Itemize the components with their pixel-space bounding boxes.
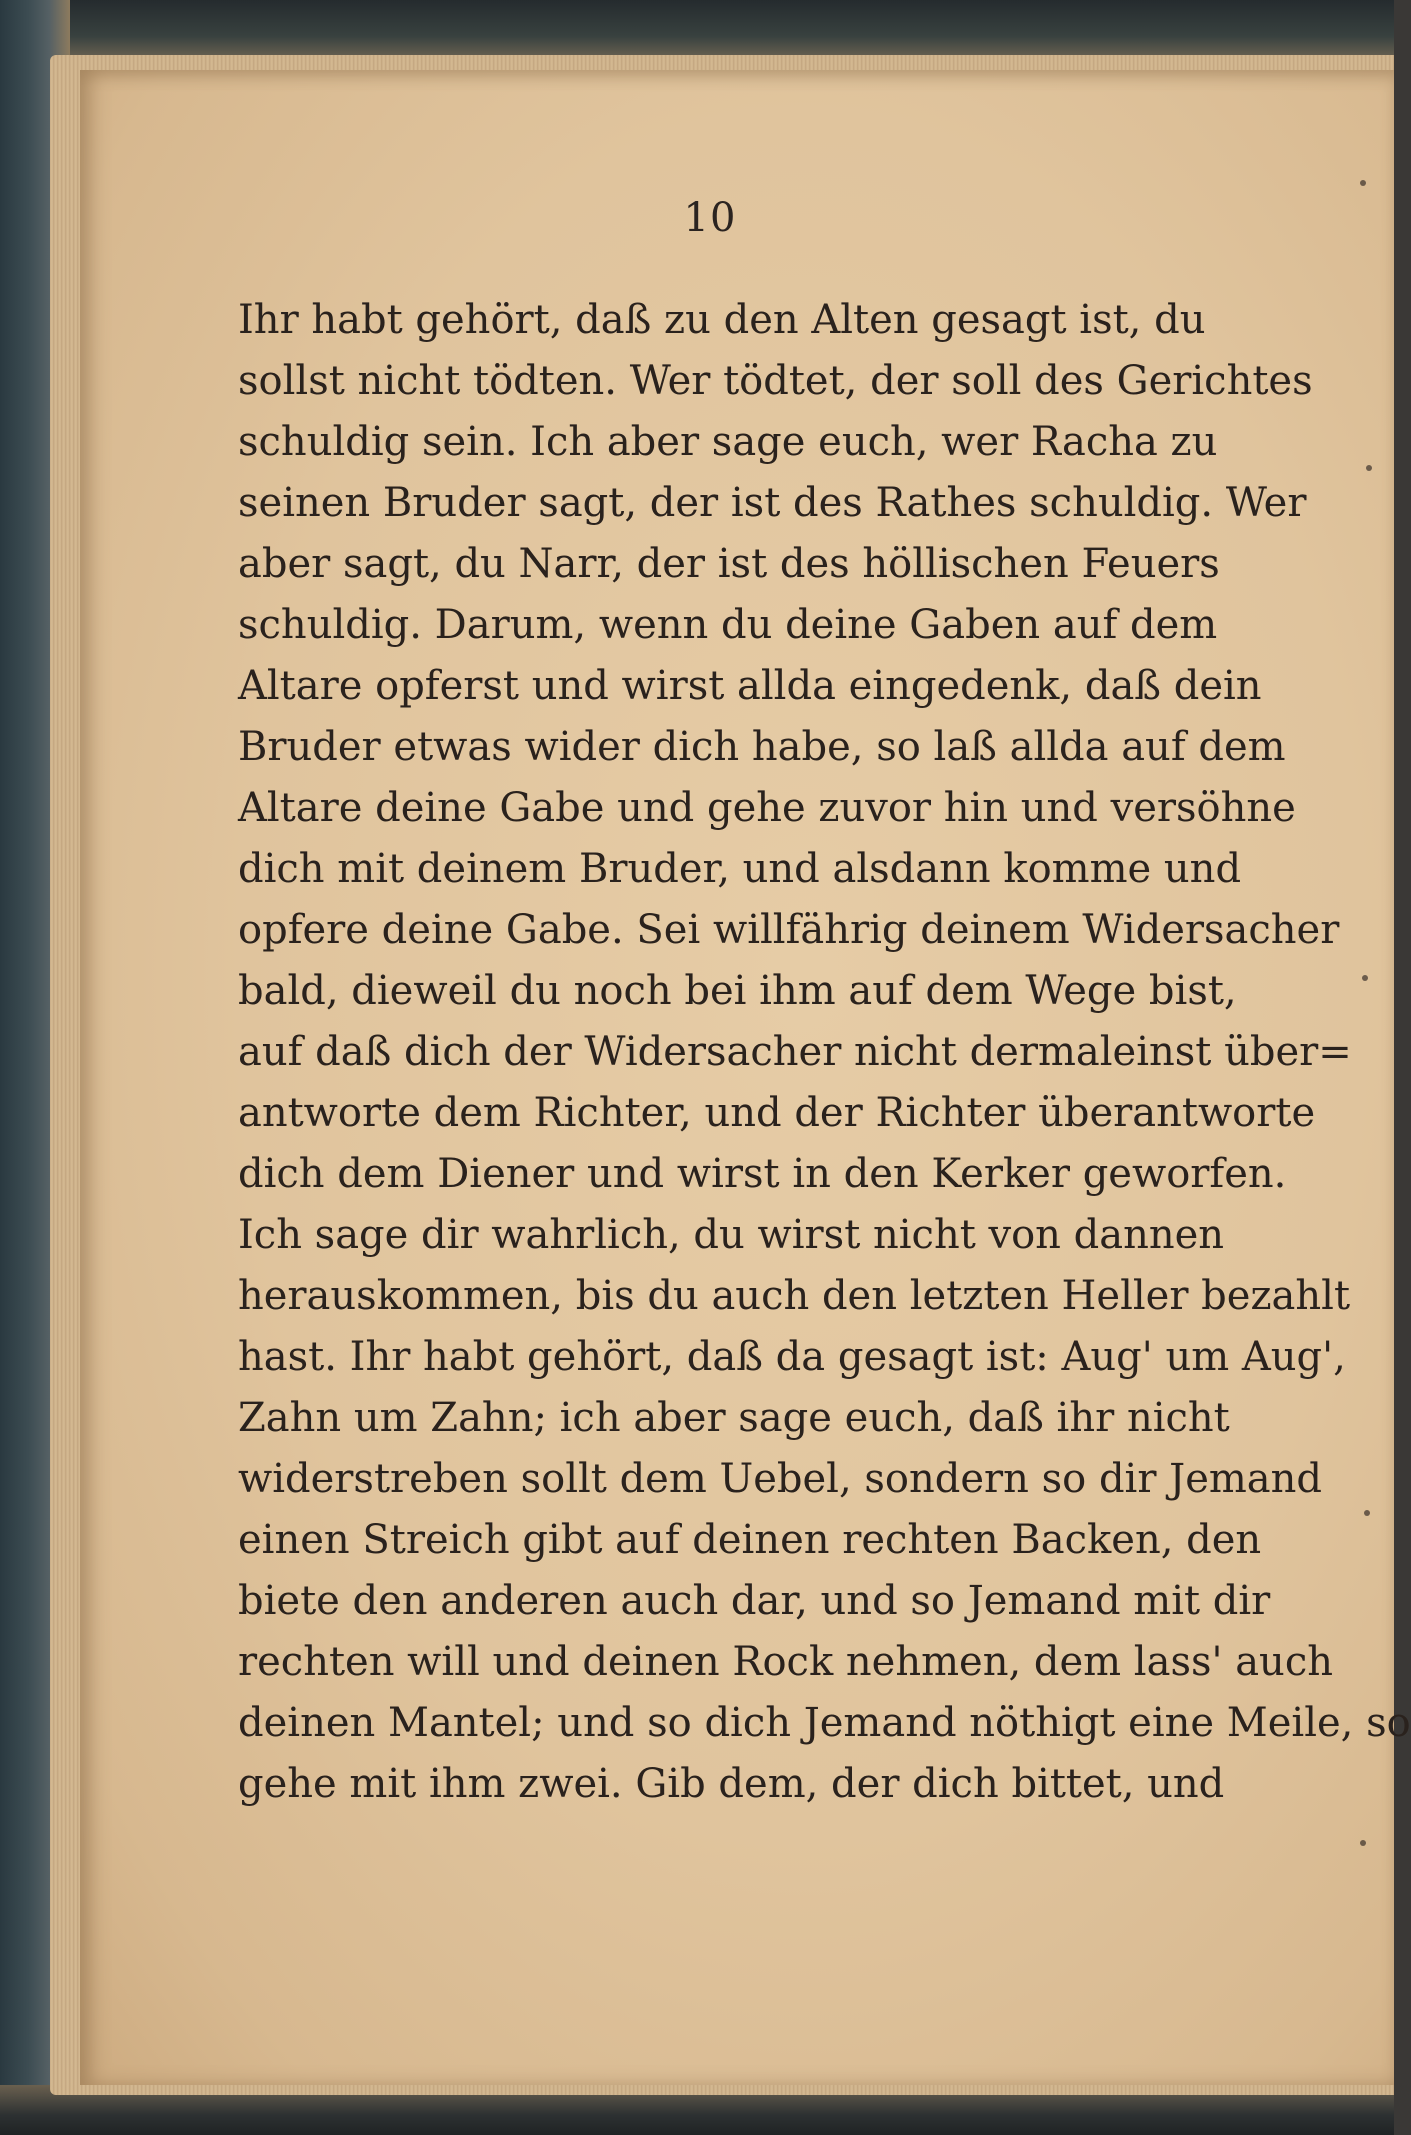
text-line: einen Streich gibt auf deinen rechten Backen, den xyxy=(238,1517,1262,1563)
text-line: dich dem Diener und wirst in den Kerker geworfen. xyxy=(238,1151,1287,1197)
text-line: herauskommen, bis du auch den letzten Heller bezahlt xyxy=(238,1273,1351,1319)
text-line: gehe mit ihm zwei. Gib dem, der dich bittet, und xyxy=(238,1761,1225,1807)
text-line: rechten will und deinen Rock nehmen, dem lass' auch xyxy=(238,1639,1333,1685)
text-line: hast. Ihr habt gehört, daß da gesagt ist: Aug' um Aug', xyxy=(238,1334,1346,1380)
text-line: Ich sage dir wahrlich, du wirst nicht von dannen xyxy=(238,1212,1225,1258)
text-line: Ihr habt gehört, daß zu den Alten gesagt ist, du xyxy=(238,297,1206,343)
text-line: dich mit deinem Bruder, und alsdann komme und xyxy=(238,846,1242,892)
text-line: sollst nicht tödten. Wer tödtet, der soll des Gerichtes xyxy=(238,358,1313,404)
paper-speck xyxy=(1364,1510,1370,1516)
text-line: widerstreben sollt dem Uebel, sondern so dir Jemand xyxy=(238,1456,1323,1502)
text-line: Altare opferst und wirst allda eingedenk, daß dein xyxy=(238,663,1262,709)
text-line: antworte dem Richter, und der Richter überantworte xyxy=(238,1090,1316,1136)
text-line: auf daß dich der Widersacher nicht dermaleinst über= xyxy=(238,1029,1352,1075)
body-text xyxy=(238,290,1411,1815)
text-line: aber sagt, du Narr, der ist des höllischen Feuers xyxy=(238,541,1220,587)
paper-speck xyxy=(1366,465,1372,471)
paper-speck xyxy=(1360,1840,1366,1846)
text-line: Bruder etwas wider dich habe, so laß allda auf dem xyxy=(238,724,1286,770)
paper-speck xyxy=(1362,975,1368,981)
text-line: Zahn um Zahn; ich aber sage euch, daß ihr nicht xyxy=(238,1395,1230,1441)
text-line: schuldig sein. Ich aber sage euch, wer Racha zu xyxy=(238,419,1218,465)
paper-speck xyxy=(1360,180,1366,186)
text-line: opfere deine Gabe. Sei willfährig deinem Widersacher xyxy=(238,907,1340,953)
text-line: deinen Mantel; und so dich Jemand nöthigt eine Meile, so xyxy=(238,1700,1411,1746)
page-number: 10 xyxy=(683,195,737,241)
text-line: Altare deine Gabe und gehe zuvor hin und versöhne xyxy=(238,785,1296,831)
text-line: biete den anderen auch dar, und so Jemand mit dir xyxy=(238,1578,1271,1624)
text-line: seinen Bruder sagt, der ist des Rathes schuldig. Wer xyxy=(238,480,1307,526)
book-cover-top xyxy=(0,0,1394,60)
text-line: bald, dieweil du noch bei ihm auf dem Wege bist, xyxy=(238,968,1237,1014)
text-line: schuldig. Darum, wenn du deine Gaben auf dem xyxy=(238,602,1218,648)
